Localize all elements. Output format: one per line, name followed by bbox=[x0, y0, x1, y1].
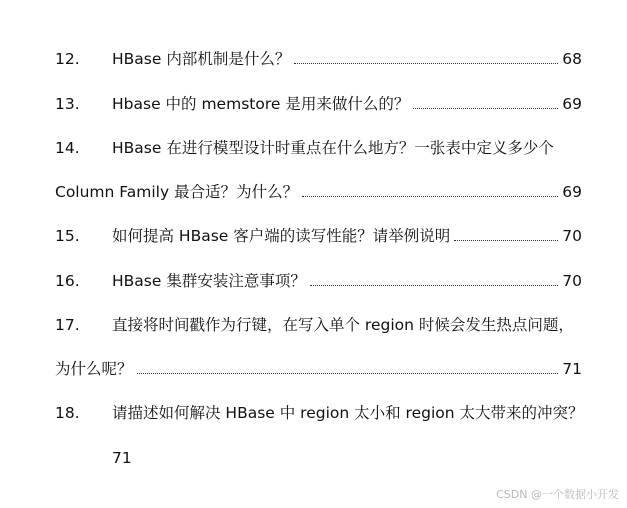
toc-number: 15. bbox=[55, 227, 80, 245]
toc-title: 如何提高 HBase 客户端的读写性能？请举例说明 bbox=[112, 227, 451, 245]
toc-number: 13. bbox=[55, 95, 80, 113]
toc-number: 12. bbox=[55, 50, 80, 68]
toc-title: 直接将时间戳作为行键，在写入单个 region 时候会发生热点问题， bbox=[112, 316, 574, 334]
dot-leader bbox=[454, 238, 558, 241]
toc-page-number: 69 bbox=[562, 95, 582, 113]
toc-entry-18-page bbox=[112, 445, 172, 471]
toc-title-continuation: 为什么呢？ bbox=[55, 360, 133, 378]
dot-leader bbox=[310, 283, 558, 286]
toc-entry-18 bbox=[55, 400, 582, 426]
dot-leader bbox=[413, 106, 558, 109]
toc-entry-16 bbox=[55, 268, 582, 294]
toc-number: 18. bbox=[55, 404, 80, 422]
toc-title: HBase 在进行模型设计时重点在什么地方？一张表中定义多少个 bbox=[112, 139, 554, 157]
toc-page-number: 71 bbox=[562, 360, 582, 378]
toc-page-number: 68 bbox=[562, 50, 582, 68]
toc-number: 14. bbox=[55, 139, 80, 157]
toc-title-continuation: Column Family 最合适？为什么？ bbox=[55, 183, 299, 201]
toc-title: 请描述如何解决 HBase 中 region 太小和 region 太大带来的冲突？ bbox=[112, 404, 584, 422]
dot-leader bbox=[302, 194, 558, 197]
toc-entry-12 bbox=[55, 46, 582, 72]
toc-entry-17-continuation bbox=[55, 356, 582, 382]
toc-entry-13 bbox=[55, 91, 582, 117]
toc-title: HBase 集群安装注意事项？ bbox=[112, 272, 306, 290]
toc-entry-15 bbox=[55, 223, 582, 249]
dot-leader bbox=[137, 371, 559, 374]
dot-leader bbox=[294, 61, 558, 64]
toc-page-number: 71 bbox=[112, 449, 132, 467]
toc-entry-17 bbox=[55, 312, 582, 338]
toc-title: HBase 内部机制是什么？ bbox=[112, 50, 291, 68]
toc-page-number: 70 bbox=[562, 272, 582, 290]
toc-entry-14 bbox=[55, 135, 582, 161]
toc-number: 16. bbox=[55, 272, 80, 290]
toc-page-number: 70 bbox=[562, 227, 582, 245]
toc-entry-14-continuation bbox=[55, 179, 582, 205]
toc-title: Hbase 中的 memstore 是用来做什么的？ bbox=[112, 95, 410, 113]
toc-page-number: 69 bbox=[562, 183, 582, 201]
toc-number: 17. bbox=[55, 316, 80, 334]
watermark: CSDN @一个数据小开发 bbox=[496, 488, 619, 501]
